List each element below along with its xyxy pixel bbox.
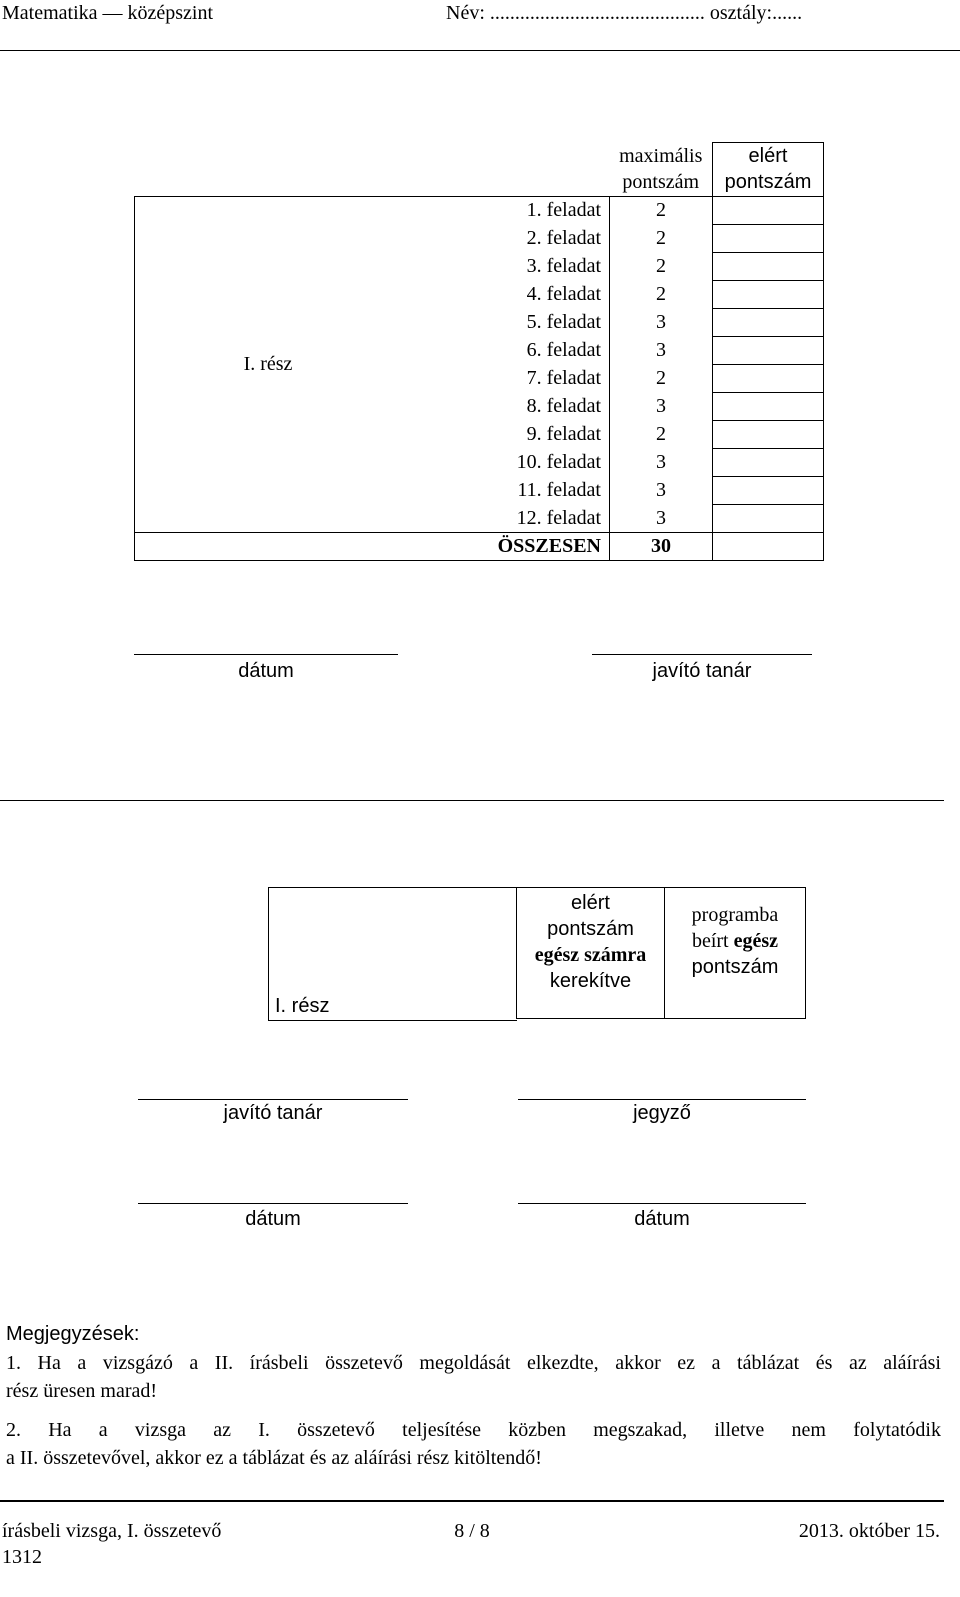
score-row (135, 197, 824, 225)
date-label-3: dátum (634, 1208, 690, 1230)
note-1: 1. Ha a vizsgázó a II. írásbeli összetevő megoldását elkezdte, akkor ez a táblázat és az aláírási rész üresen marad! (6, 1352, 941, 1402)
teacher-line-2[interactable] (138, 1099, 408, 1100)
task-label: 12. feladat (516, 506, 601, 529)
section-label: I. rész (135, 197, 402, 533)
total-value: 30 (610, 533, 713, 561)
got-score-cell[interactable] (713, 253, 824, 281)
date-line-2[interactable] (138, 1203, 408, 1204)
got-score-cell[interactable] (713, 449, 824, 477)
got-score-cell[interactable] (713, 365, 824, 393)
max-score: 2 (610, 197, 713, 225)
max-score: 2 (610, 421, 713, 449)
task-label: 9. feladat (526, 423, 601, 445)
got-score-cell[interactable] (713, 337, 824, 365)
date-line-1[interactable] (134, 654, 398, 655)
program-score-cell[interactable]: programba beírt egész pontszám (664, 887, 806, 1019)
footer-date: 2013. október 15. (798, 1520, 940, 1542)
got-score-cell[interactable] (713, 393, 824, 421)
task-label: 10. feladat (516, 451, 601, 473)
total-got-cell[interactable] (713, 533, 824, 561)
got-score-cell[interactable] (713, 225, 824, 253)
footer-exam: írásbeli vizsga, I. összetevő (2, 1520, 222, 1542)
col-got-header: elért pontszám (713, 143, 824, 197)
max-score: 3 (610, 309, 713, 337)
got-score-cell[interactable] (713, 309, 824, 337)
date-label-2: dátum (245, 1208, 301, 1230)
max-score: 2 (610, 253, 713, 281)
scores-table (134, 142, 824, 561)
teacher-label-2: javító tanár (223, 1102, 323, 1124)
task-label: 6. feladat (526, 339, 601, 361)
section-separator (0, 800, 944, 801)
date-label-1: dátum (238, 660, 294, 682)
total-label: ÖSSZESEN (135, 533, 610, 561)
got-score-cell[interactable] (713, 281, 824, 309)
task-label: 1. feladat (401, 197, 610, 225)
max-score: 3 (610, 337, 713, 365)
program-section-label: I. rész (275, 995, 330, 1017)
notes-title: Megjegyzések: (6, 1323, 140, 1345)
max-score: 3 (610, 477, 713, 505)
page-header (0, 0, 960, 36)
header-name-class: Név: ........................................... osztály:...... (446, 2, 803, 24)
max-score: 3 (610, 505, 713, 533)
task-label: 11. feladat (517, 479, 601, 501)
task-label: 8. feladat (526, 395, 601, 417)
task-label: 5. feladat (526, 311, 601, 333)
task-label: 7. feladat (526, 367, 601, 389)
got-score-cell[interactable] (713, 197, 824, 225)
got-score-cell[interactable] (713, 421, 824, 449)
max-score: 2 (610, 281, 713, 309)
max-score: 3 (610, 393, 713, 421)
notary-line[interactable] (518, 1099, 806, 1100)
got-score-cell[interactable] (713, 505, 824, 533)
max-score: 2 (610, 225, 713, 253)
header-subject: Matematika — középszint (2, 2, 214, 24)
got-score-cell[interactable] (713, 477, 824, 505)
task-label: 2. feladat (526, 227, 601, 249)
header-rule (0, 50, 960, 51)
program-section-cell (268, 887, 517, 1021)
task-label: 3. feladat (526, 255, 601, 277)
max-score: 2 (610, 365, 713, 393)
notary-label: jegyző (633, 1102, 691, 1124)
rounded-score-cell[interactable]: elért pontszám egész számra kerekítve (516, 887, 664, 1019)
note-2: 2. Ha a vizsga az I. összetevő teljesítése közben megszakad, illetve nem folytatódik a II. összetevővel, akkor ez a táblázat és az aláírási rész kitöltendő! (6, 1419, 941, 1469)
teacher-line-1[interactable] (592, 654, 812, 655)
total-row (135, 533, 824, 561)
footer-code: 1312 (2, 1546, 42, 1568)
col-max-header: maximális pontszám (619, 144, 703, 193)
teacher-label-1: javító tanár (652, 660, 752, 682)
footer-page: 8 / 8 (454, 1520, 490, 1542)
task-label: 4. feladat (526, 283, 601, 305)
footer-rule (0, 1500, 944, 1502)
date-line-3[interactable] (518, 1203, 806, 1204)
max-score: 3 (610, 449, 713, 477)
